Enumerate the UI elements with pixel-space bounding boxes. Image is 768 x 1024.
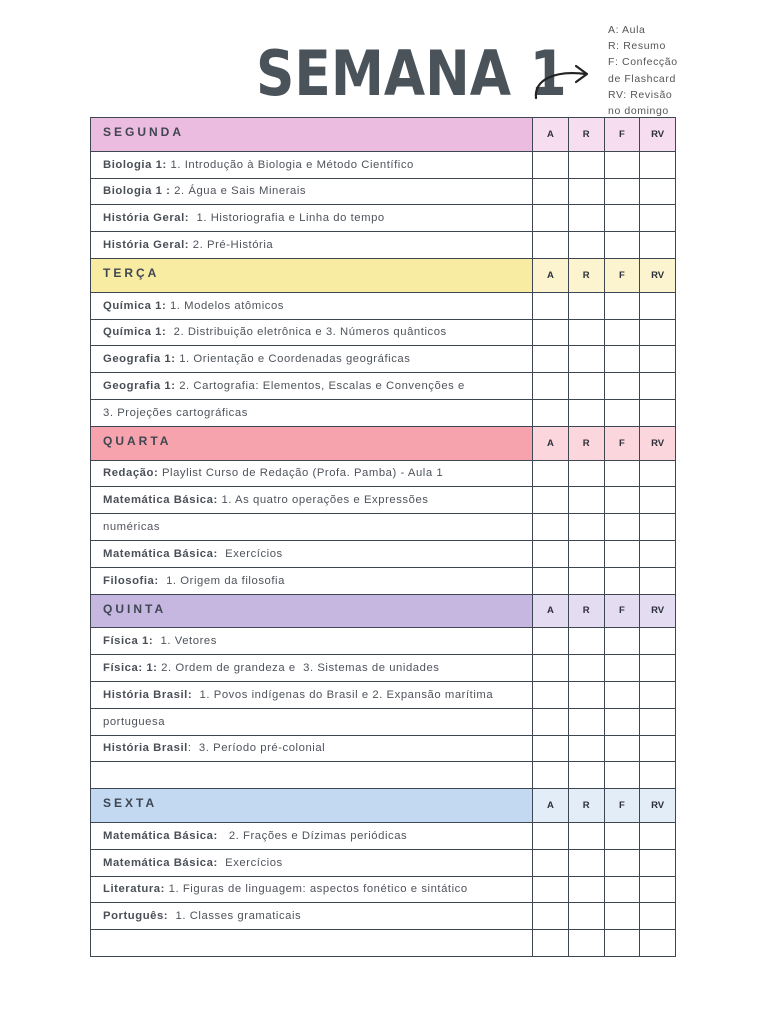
checkbox-r[interactable] [568,178,604,205]
subject-label: História Geral: [103,212,190,225]
table-row [91,822,676,849]
checkbox-rv[interactable] [640,708,676,735]
topic-text: : 3. Período pré-colonial [187,742,326,755]
checkbox-rv[interactable] [640,762,676,789]
checkbox-a[interactable] [533,151,569,178]
column-header-a: A [533,118,569,152]
checkbox-rv[interactable] [640,876,676,903]
topic-cell [91,205,533,232]
legend-line: R: Resumo [608,40,666,53]
checkbox-rv[interactable] [640,399,676,426]
column-header-rv: RV [640,118,676,152]
legend-line: RV: Revisão [608,88,673,101]
topic-text: Exercícios [217,547,283,560]
subject-label: Biologia 1 : [103,185,171,198]
checkbox-rv[interactable] [640,567,676,594]
column-header-a: A [533,789,569,823]
checkbox-a[interactable] [533,319,569,346]
table-row [91,762,676,789]
topic-text: 1. As quatro operações e Expressões [217,494,429,507]
column-header-f: F [604,426,640,460]
topic-cell [91,151,533,178]
table-row [91,292,676,319]
checkbox-f[interactable] [604,567,640,594]
table-row [91,178,676,205]
checkbox-a[interactable] [533,346,569,373]
topic-cell [91,399,533,426]
legend-line: F: Confecção [608,56,678,69]
topic-cell [91,373,533,400]
subject-label: Matemática Básica: [103,547,218,560]
checkbox-r[interactable] [568,514,604,541]
checkbox-f[interactable] [604,514,640,541]
column-header-r: R [568,118,604,152]
subject-label: Química 1: [103,299,167,312]
checkbox-a[interactable] [533,205,569,232]
subject-label: Filosofia: [103,574,159,587]
column-header-rv: RV [640,789,676,823]
table-row [91,319,676,346]
checkbox-a[interactable] [533,628,569,655]
checkbox-f[interactable] [604,822,640,849]
column-header-r: R [568,594,604,628]
table-row [91,567,676,594]
checkbox-f[interactable] [604,292,640,319]
subject-label: Física: 1: [103,662,158,675]
subject-label: Português: [103,910,169,923]
checkbox-r[interactable] [568,628,604,655]
topic-cell [91,849,533,876]
checkbox-rv[interactable] [640,232,676,259]
checkbox-f[interactable] [604,681,640,708]
subject-label: História Brasil [103,742,188,755]
checkbox-a[interactable] [533,930,569,957]
topic-text: 2. Cartografia: Elementos, Escalas e Convenções e [175,380,465,393]
topic-cell [91,178,533,205]
topic-text: 1. Historiografia e Linha do tempo [189,212,385,225]
checkbox-r[interactable] [568,567,604,594]
checkbox-rv[interactable] [640,460,676,487]
topic-text: 2. Pré-História [189,239,274,252]
topic-cell [91,930,533,957]
checkbox-rv[interactable] [640,151,676,178]
checkbox-a[interactable] [533,514,569,541]
topic-text: Exercícios [217,856,283,869]
table-row [91,399,676,426]
checkbox-r[interactable] [568,292,604,319]
legend-line: no domingo [608,105,669,118]
checkbox-rv[interactable] [640,346,676,373]
checkbox-f[interactable] [604,876,640,903]
table-row [91,903,676,930]
column-header-f: F [604,118,640,152]
topic-cell [91,319,533,346]
column-header-a: A [533,594,569,628]
checkbox-f[interactable] [604,178,640,205]
table-row [91,681,676,708]
checkbox-f[interactable] [604,151,640,178]
checkbox-f[interactable] [604,460,640,487]
legend-line: de Flashcard [608,72,676,85]
checkbox-rv[interactable] [640,540,676,567]
column-header-rv: RV [640,258,676,292]
checkbox-rv[interactable] [640,849,676,876]
table-row [91,849,676,876]
subject-label: Física 1: [103,635,154,648]
topic-cell [91,567,533,594]
checkbox-a[interactable] [533,292,569,319]
checkbox-a[interactable] [533,681,569,708]
checkbox-r[interactable] [568,540,604,567]
checkbox-r[interactable] [568,655,604,682]
checkbox-a[interactable] [533,232,569,259]
table-row [91,460,676,487]
checkbox-rv[interactable] [640,514,676,541]
topic-text: numéricas [103,521,161,534]
column-header-rv: RV [640,594,676,628]
day-header-terca [91,258,676,292]
checkbox-f[interactable] [604,373,640,400]
topic-cell [91,514,533,541]
subject-label: Química 1: [103,326,167,339]
topic-text: 1. Figuras de linguagem: aspectos fonético e sintático [164,883,468,896]
topic-cell [91,735,533,762]
column-header-a: A [533,426,569,460]
table-row [91,876,676,903]
column-header-rv: RV [640,426,676,460]
checkbox-f[interactable] [604,319,640,346]
checkbox-a[interactable] [533,822,569,849]
checkbox-f[interactable] [604,655,640,682]
day-name: QUINTA [91,594,533,628]
checkbox-f[interactable] [604,346,640,373]
checkbox-rv[interactable] [640,373,676,400]
day-header-quarta [91,426,676,460]
checkbox-r[interactable] [568,319,604,346]
column-header-r: R [568,789,604,823]
topic-text: Playlist Curso de Redação (Profa. Pamba) - Aula 1 [158,467,444,480]
curved-arrow-icon [530,58,594,102]
checkbox-f[interactable] [604,849,640,876]
checkbox-rv[interactable] [640,292,676,319]
checkbox-a[interactable] [533,487,569,514]
checkbox-rv[interactable] [640,205,676,232]
legend-line: A: Aula [608,24,646,36]
checkbox-rv[interactable] [640,903,676,930]
topic-cell [91,540,533,567]
topic-text: 1. Orientação e Coordenadas geográficas [175,353,411,366]
checkbox-a[interactable] [533,708,569,735]
table-row [91,487,676,514]
table-row [91,540,676,567]
checkbox-f[interactable] [604,628,640,655]
checkbox-a[interactable] [533,540,569,567]
day-name: QUARTA [91,426,533,460]
day-header-quinta [91,594,676,628]
table-row [91,628,676,655]
subject-label: Redação: [103,467,159,480]
table-row [91,346,676,373]
subject-label: Geografia 1: [103,353,176,366]
checkbox-r[interactable] [568,822,604,849]
column-header-r: R [568,426,604,460]
table-row [91,514,676,541]
column-header-f: F [604,594,640,628]
column-header-a: A [533,258,569,292]
subject-label: Literatura: [103,883,165,896]
checkbox-f[interactable] [604,708,640,735]
checkbox-f[interactable] [604,762,640,789]
checkbox-r[interactable] [568,460,604,487]
checkbox-r[interactable] [568,930,604,957]
checkbox-r[interactable] [568,708,604,735]
subject-label: Matemática Básica: [103,856,218,869]
checkbox-a[interactable] [533,567,569,594]
checkbox-r[interactable] [568,762,604,789]
table-row [91,232,676,259]
checkbox-a[interactable] [533,735,569,762]
checkbox-a[interactable] [533,373,569,400]
checkbox-a[interactable] [533,876,569,903]
topic-cell [91,708,533,735]
checkbox-a[interactable] [533,762,569,789]
checkbox-a[interactable] [533,399,569,426]
checkbox-rv[interactable] [640,681,676,708]
subject-label: Matemática Básica: [103,829,218,842]
table-row [91,151,676,178]
checkbox-r[interactable] [568,903,604,930]
topic-cell [91,628,533,655]
checkbox-r[interactable] [568,373,604,400]
table-row [91,930,676,957]
subject-label: Matemática Básica: [103,494,218,507]
column-header-f: F [604,789,640,823]
table-row [91,373,676,400]
subject-label: Biologia 1: [103,158,167,171]
day-header-segunda [91,118,676,152]
checkbox-a[interactable] [533,178,569,205]
legend [608,22,708,119]
topic-cell [91,487,533,514]
checkbox-rv[interactable] [640,178,676,205]
subject-label: História Brasil: [103,688,193,701]
topic-cell [91,762,533,789]
checkbox-r[interactable] [568,849,604,876]
topic-text: 1. Vetores [153,635,217,648]
checkbox-rv[interactable] [640,487,676,514]
day-name: SEGUNDA [91,118,533,152]
day-name: TERÇA [91,258,533,292]
checkbox-a[interactable] [533,655,569,682]
checkbox-r[interactable] [568,487,604,514]
checkbox-f[interactable] [604,930,640,957]
topic-cell [91,292,533,319]
checkbox-f[interactable] [604,903,640,930]
topic-cell [91,876,533,903]
checkbox-a[interactable] [533,460,569,487]
topic-cell [91,903,533,930]
checkbox-r[interactable] [568,205,604,232]
table-row [91,735,676,762]
topic-cell [91,822,533,849]
topic-text: 1. Modelos atômicos [166,299,285,312]
checkbox-r[interactable] [568,681,604,708]
checkbox-r[interactable] [568,399,604,426]
table-row [91,655,676,682]
checkbox-a[interactable] [533,849,569,876]
checkbox-rv[interactable] [640,930,676,957]
topic-cell [91,655,533,682]
page-title: SEMANA 1 [256,37,567,110]
topic-cell [91,346,533,373]
checkbox-f[interactable] [604,205,640,232]
column-header-r: R [568,258,604,292]
topic-text: 1. Origem da filosofia [158,574,285,587]
checkbox-f[interactable] [604,540,640,567]
subject-label: Geografia 1: [103,380,176,393]
topic-text: 2. Ordem de grandeza e 3. Sistemas de unidades [157,662,440,675]
checkbox-f[interactable] [604,735,640,762]
topic-text: 1. Classes gramaticais [168,910,302,923]
table-row [91,708,676,735]
checkbox-r[interactable] [568,232,604,259]
topic-text: 2. Água e Sais Minerais [170,185,307,198]
day-name: SEXTA [91,789,533,823]
table-row [91,205,676,232]
checkbox-r[interactable] [568,876,604,903]
topic-text: 3. Projeções cartográficas [103,406,248,419]
day-header-sexta [91,789,676,823]
checkbox-r[interactable] [568,735,604,762]
topic-text: 2. Frações e Dízimas periódicas [217,829,408,842]
schedule-table [90,117,676,957]
checkbox-rv[interactable] [640,822,676,849]
subject-label: História Geral: [103,239,190,252]
checkbox-r[interactable] [568,346,604,373]
topic-text: 1. Introdução à Biologia e Método Científico [166,158,414,171]
topic-text: portuguesa [103,715,166,728]
topic-cell [91,232,533,259]
checkbox-f[interactable] [604,399,640,426]
checkbox-rv[interactable] [640,628,676,655]
checkbox-rv[interactable] [640,735,676,762]
topic-text: 2. Distribuição eletrônica e 3. Números quânticos [166,326,447,339]
topic-cell [91,681,533,708]
checkbox-f[interactable] [604,232,640,259]
column-header-f: F [604,258,640,292]
checkbox-f[interactable] [604,487,640,514]
checkbox-r[interactable] [568,151,604,178]
checkbox-rv[interactable] [640,655,676,682]
checkbox-a[interactable] [533,903,569,930]
topic-cell [91,460,533,487]
topic-text: 1. Povos indígenas do Brasil e 2. Expansão marítima [192,688,494,701]
checkbox-rv[interactable] [640,319,676,346]
